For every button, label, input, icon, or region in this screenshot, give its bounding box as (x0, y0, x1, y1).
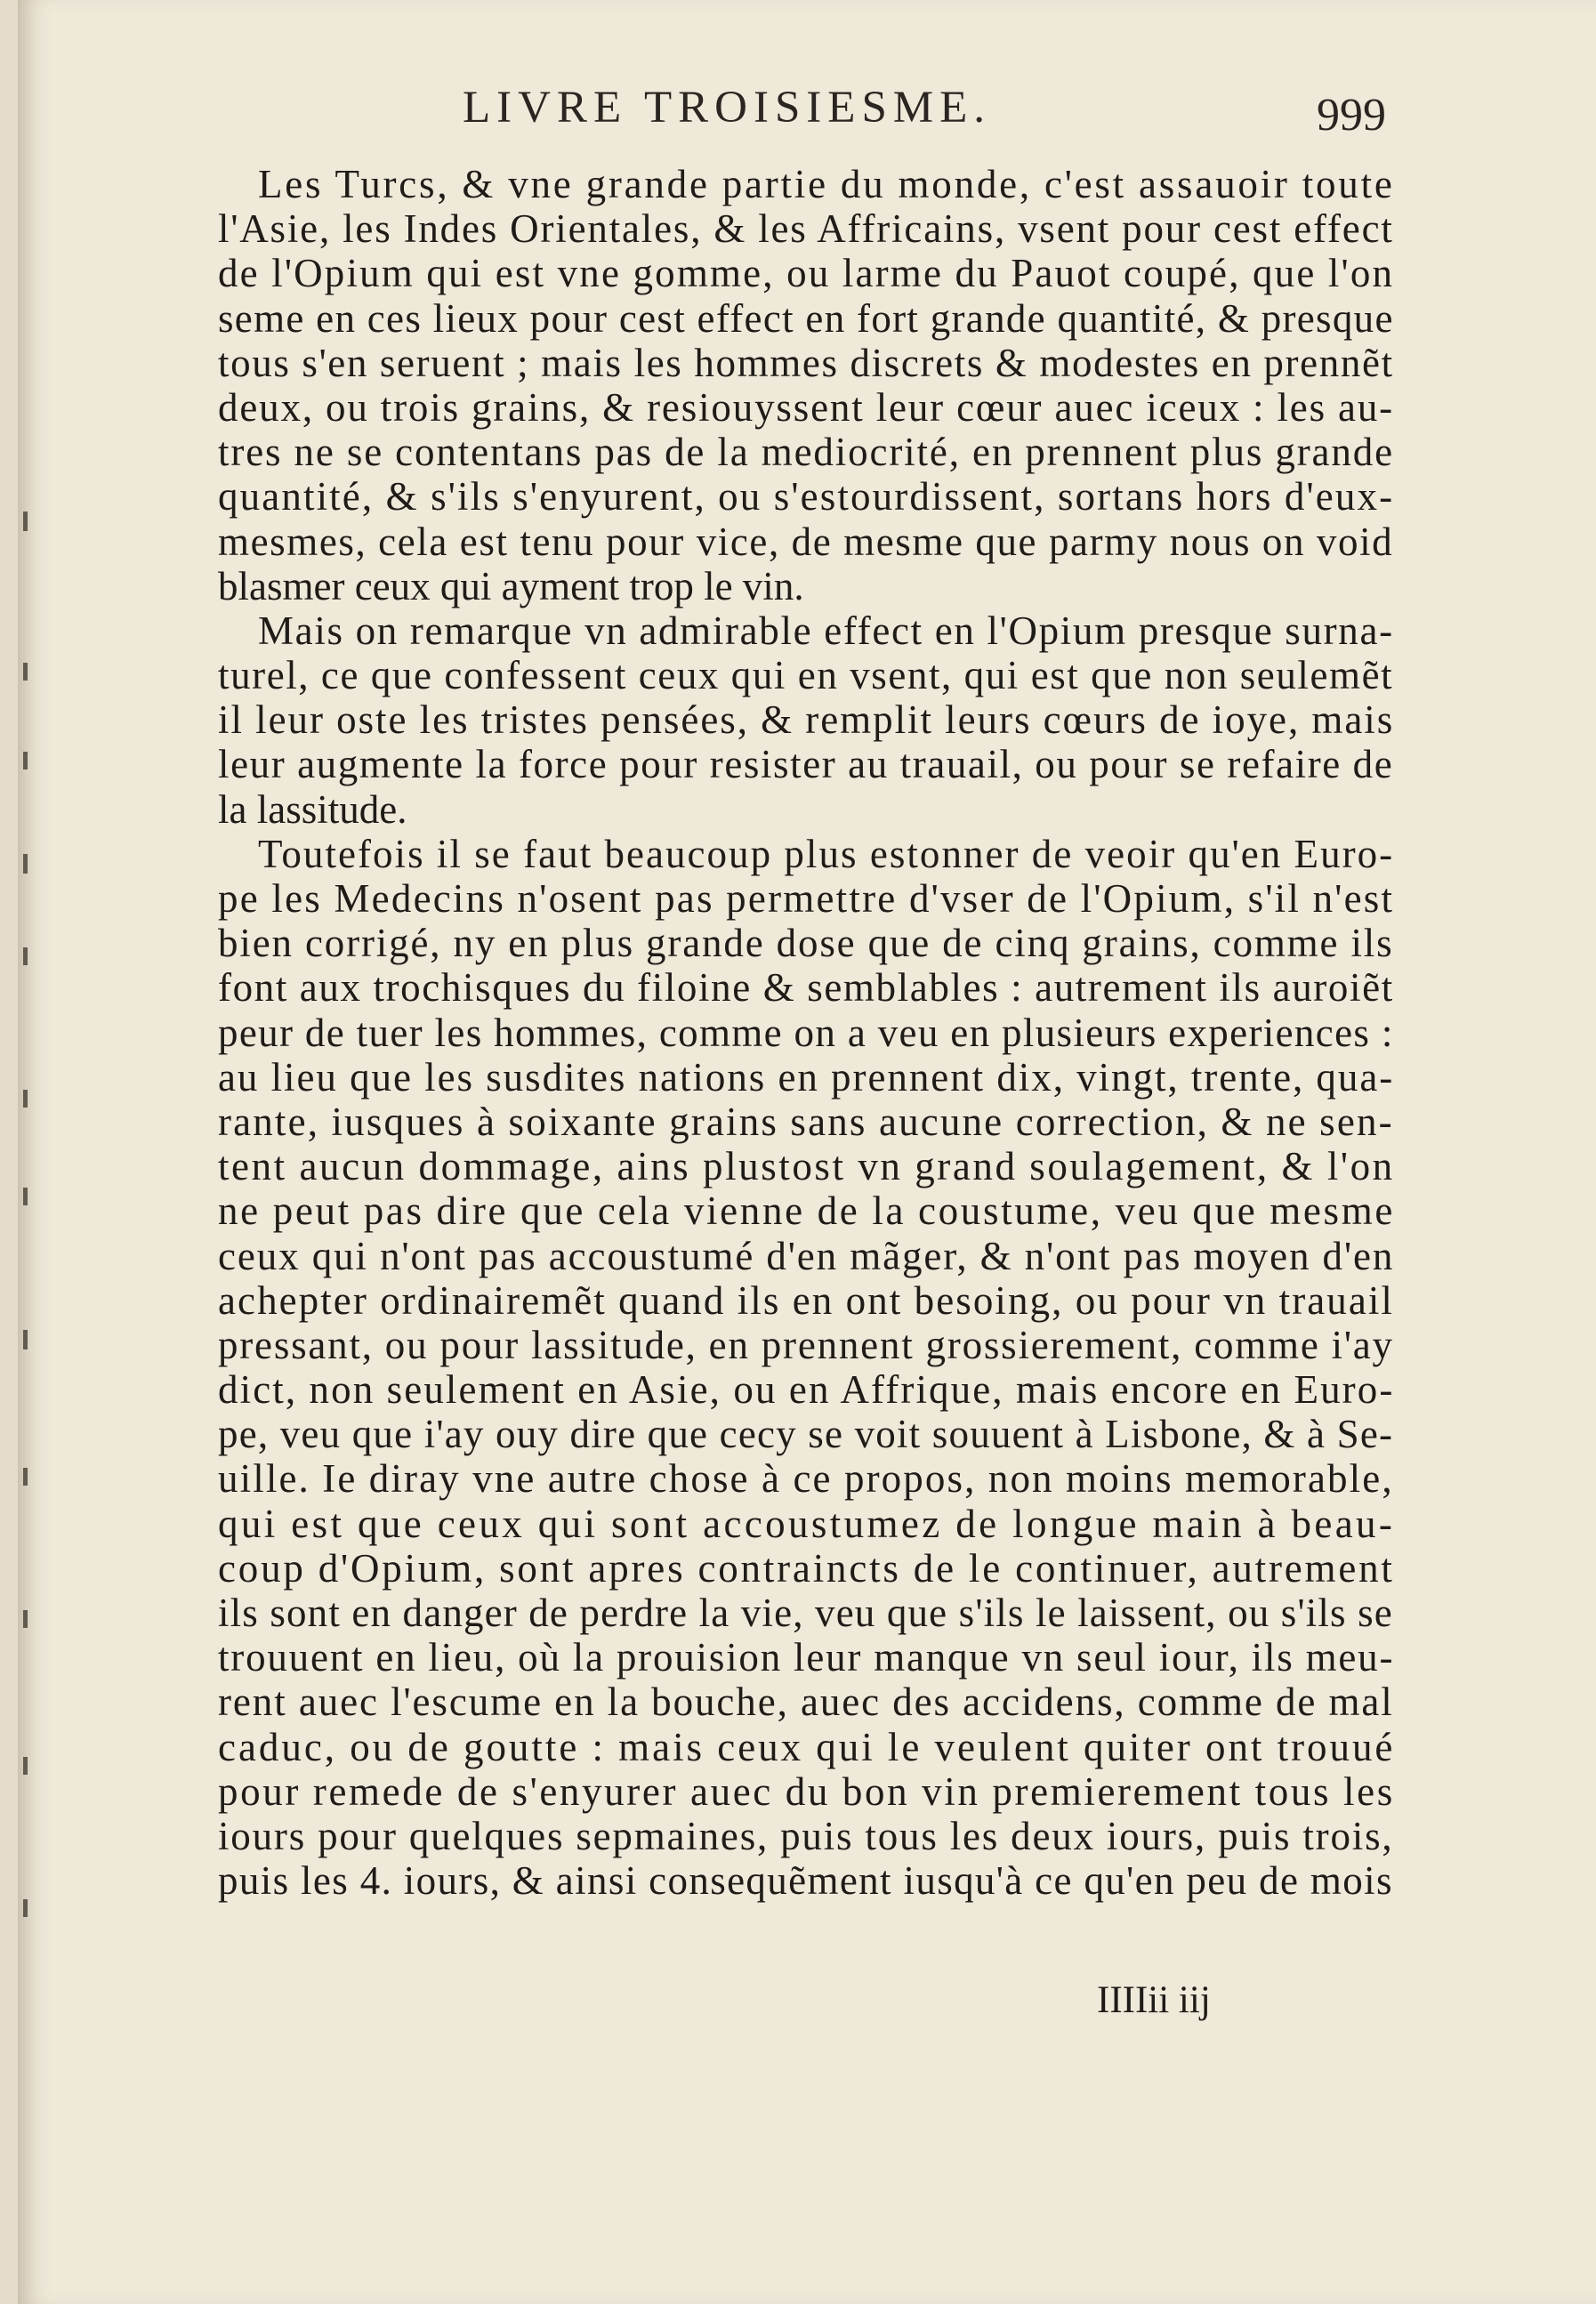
left-margin-mark (23, 1468, 28, 1486)
text-line: de l'Opium qui est vne gomme, ou larme du Pauot coupé, que l'on (218, 251, 1395, 296)
left-margin-mark (23, 1757, 28, 1775)
text-line: turel, ce que confessent ceux qui en vsent, qui est que non seulemẽt (218, 653, 1394, 698)
text-line: mesmes, cela est tenu pour vice, de mesme que parmy nous on void (218, 519, 1394, 564)
text-line: seme en ces lieux pour cest effect en fort grande quantité, & presque (218, 295, 1394, 341)
left-margin-mark (23, 512, 28, 531)
text-line: pour remede de s'enyurer auec du bon vin premierement tous les (218, 1768, 1395, 1814)
text-line: pe, veu que i'ay ouy dire que cecy se voit souuent à Lisbone, & à Se- (218, 1412, 1394, 1457)
text-line: bien corrigé, ny en plus grande dose que de cinq grains, comme ils (218, 921, 1394, 966)
text-line: la lassitude. (218, 786, 407, 832)
text-line: rent auec l'escume en la bouche, auec des accidens, comme de mal (218, 1680, 1394, 1725)
text-line: peur de tuer les hommes, comme on a veu en plusieurs experiences : (218, 1010, 1394, 1055)
text-line: blasmer ceux qui ayment trop le vin. (218, 563, 804, 608)
left-margin-mark (23, 854, 28, 874)
left-margin-mark (23, 663, 28, 681)
text-line: trouuent en lieu, où la prouision leur manque vn seul iour, ils meu- (218, 1635, 1395, 1680)
text-line: tent aucun dommage, ains plustost vn grand soulagement, & l'on (218, 1144, 1395, 1189)
text-line: Toutefois il se faut beaucoup plus estonner de veoir qu'en Euro- (258, 831, 1395, 876)
text-line: rante, iusques à soixante grains sans aucune correction, & ne sen- (218, 1099, 1394, 1144)
text-line: ils sont en danger de perdre la vie, veu que s'ils le laissent, ou s'ils se (218, 1591, 1393, 1635)
text-line: il leur oste les tristes pensées, & remplit leurs cœurs de ioye, mais (218, 697, 1395, 743)
left-margin-mark (23, 1090, 28, 1108)
text-line: dict, non seulement en Asie, ou en Affrique, mais encore en Euro- (218, 1367, 1395, 1413)
text-line: caduc, ou de goutte : mais ceux qui le veulent quiter ont trouué (218, 1724, 1396, 1769)
body-text (218, 162, 1396, 1904)
text-line: puis les 4. iours, & ainsi consequẽment iusqu'à ce qu'en peu de mois (218, 1858, 1393, 1904)
text-line: uille. Ie diray vne autre chose à ce propos, non moins memorable, (218, 1456, 1394, 1502)
text-line: achepter ordinairemẽt quand ils en ont besoing, ou pour vn trauail (218, 1277, 1394, 1323)
left-margin-mark (23, 1188, 28, 1205)
text-line: ne peut pas dire que cela vienne de la coustume, veu que mesme (218, 1188, 1395, 1234)
text-line: font aux trochisques du filoine & semblables : autrement ils auroiẽt (218, 965, 1394, 1011)
text-line: deux, ou trois grains, & resiouyssent leur cœur auec iceux : les au- (218, 384, 1395, 430)
left-margin-mark (23, 1330, 28, 1349)
left-margin-mark (23, 947, 28, 965)
text-line: Mais on remarque vn admirable effect en l'Opium presque surna- (258, 608, 1394, 653)
left-margin-mark (23, 752, 28, 769)
text-line: iours pour quelques sepmaines, puis tous les deux iours, puis trois, (218, 1813, 1394, 1858)
text-line: tres ne se contentans pas de la mediocrité, en prennent plus grande (218, 430, 1394, 475)
text-line: coup d'Opium, sont apres contraincts de le continuer, autrement (218, 1545, 1395, 1591)
text-line: Les Turcs, & vne grande partie du monde, c'est assauoir toute (258, 162, 1395, 206)
signature-mark: IIIIii iij (1097, 1979, 1211, 2021)
text-line: pressant, ou pour lassitude, en prennent grossierement, comme i'ay (218, 1322, 1394, 1367)
text-line: au lieu que les susdites nations en prennent dix, vingt, trente, qua- (218, 1054, 1395, 1100)
book-page (18, 0, 1596, 2304)
running-title: LIVRE TROISIESME. (463, 83, 992, 133)
text-line: leur augmente la force pour resister au trauail, ou pour se refaire de (218, 742, 1394, 787)
text-line: pe les Medecins n'osent pas permettre d'vser de l'Opium, s'il n'est (218, 876, 1395, 921)
text-line: qui est que ceux qui sont accoustumez de longue main à beau- (218, 1501, 1396, 1546)
text-line: l'Asie, les Indes Orientales, & les Affricains, vsent pour cest effect (218, 206, 1394, 252)
page-number: 999 (1317, 90, 1386, 141)
text-line: tous s'en seruent ; mais les hommes discrets & modestes en prennẽt (218, 340, 1394, 385)
text-line: ceux qui n'ont pas accoustumé d'en mãger, & n'ont pas moyen d'en (218, 1233, 1395, 1278)
left-margin-mark (23, 1899, 28, 1917)
text-line: quantité, & s'ils s'enyurent, ou s'estourdissent, sortans hors d'eux- (218, 474, 1395, 520)
left-margin-mark (23, 1610, 28, 1628)
